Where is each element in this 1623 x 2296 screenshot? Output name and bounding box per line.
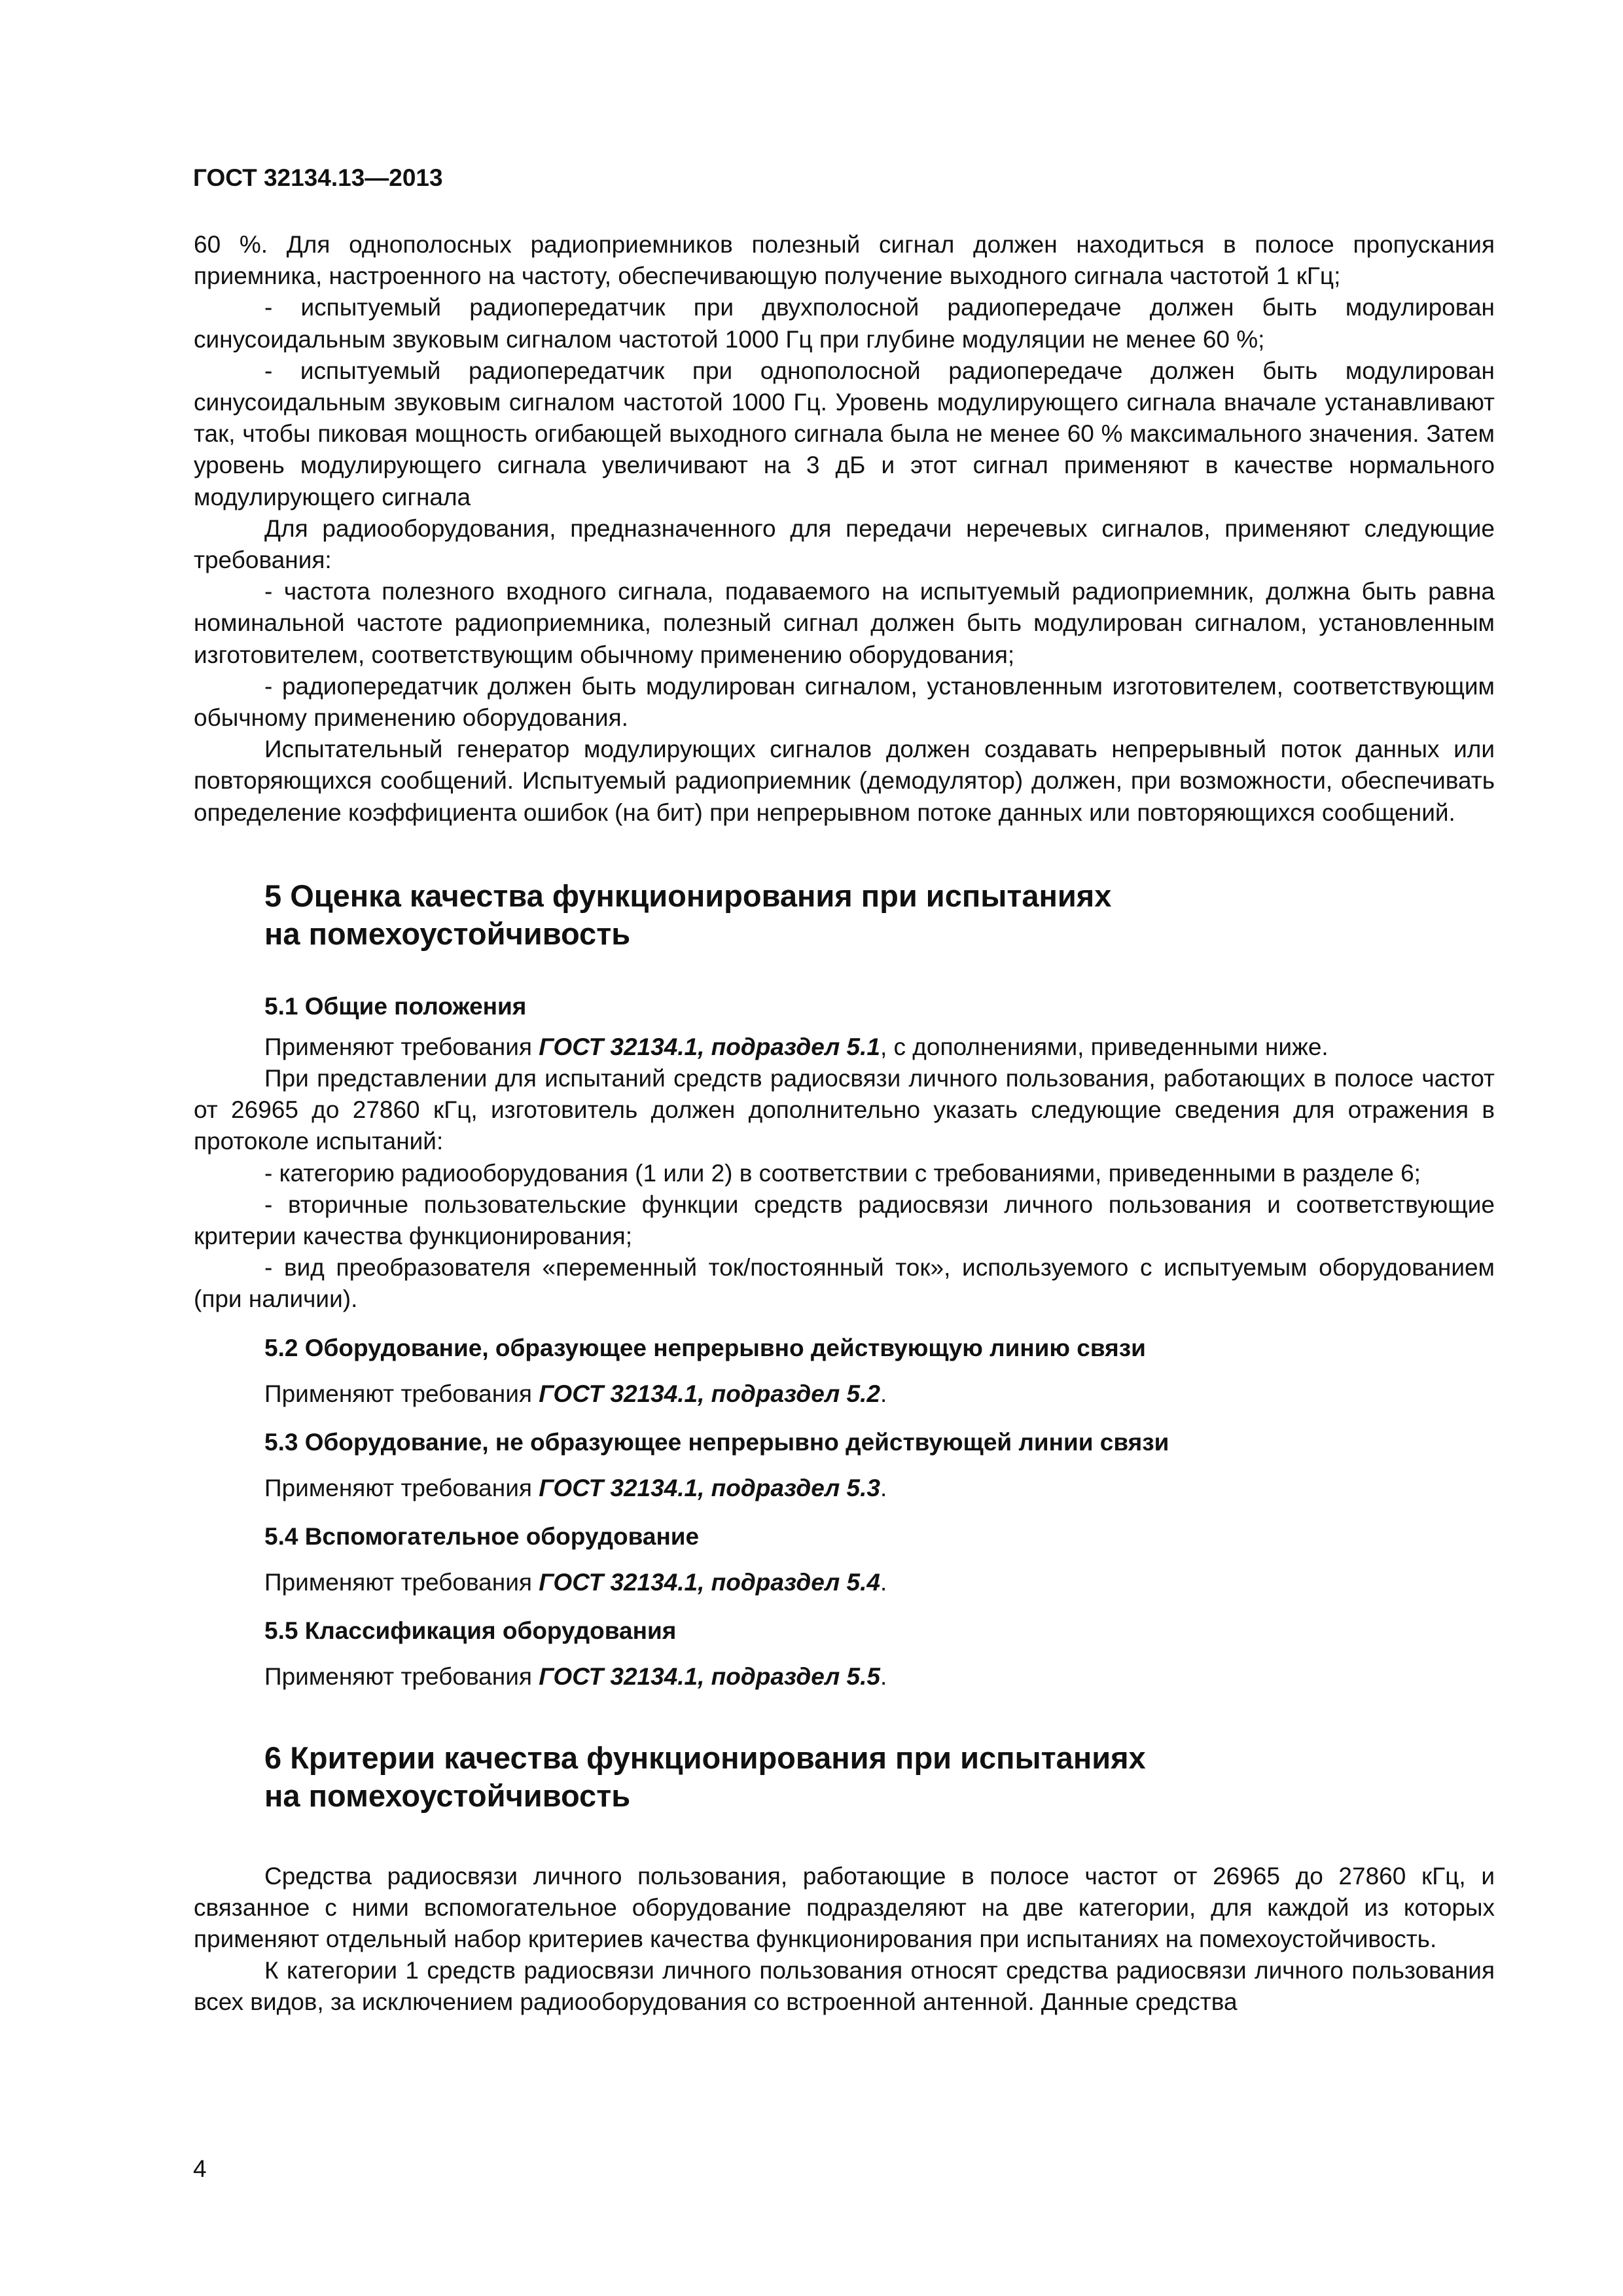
- subsection-5-3-paragraph: Применяют требования ГОСТ 32134.1, подраздел 5.3.: [264, 1474, 887, 1501]
- subsection-5-4-heading: 5.4 Вспомогательное оборудование: [264, 1523, 700, 1551]
- standard-reference: ГОСТ 32134.1, подраздел 5.5: [539, 1663, 880, 1691]
- page-number: 4: [193, 2155, 207, 2182]
- subsection-5-5-paragraph: Применяют требования ГОСТ 32134.1, подраздел 5.5.: [264, 1663, 887, 1691]
- intro-paragraph-7: Испытательный генератор модулирующих сигналов должен создавать непрерывный поток данных или повторяющихся сообщений. Испытуемый радиоприемник (демодулятор) должен, при возможности, обеспечивать определение коэффициента ошибок (на бит) при непрерывном потоке данных или повторяющихся сообщений.: [194, 736, 1495, 826]
- intro-paragraph-5: - частота полезного входного сигнала, подаваемого на испытуемый радиоприемник, должна быть равна номинальной частоте радиоприемника, полезный сигнал должен быть модулирован сигналом, установленным изготовителем, соответствующим обычному применению оборудования;: [194, 578, 1495, 668]
- section-5-heading-line-2: на помехоустойчивость: [264, 916, 631, 951]
- subsection-5-4-paragraph: Применяют требования ГОСТ 32134.1, подраздел 5.4.: [264, 1569, 887, 1596]
- section-6-heading-line-1: 6 Критерии качества функционирования при испытаниях: [264, 1740, 1146, 1775]
- subsection-5-1-paragraph-4: - вторичные пользовательские функции средств радиосвязи личного пользования и соответствующие критерии качества функционирования;: [194, 1191, 1495, 1250]
- subsection-5-1-paragraph-3: - категорию радиооборудования (1 или 2) в соответствии с требованиями, приведенными в разделе 6;: [264, 1159, 1421, 1187]
- standard-reference: ГОСТ 32134.1, подраздел 5.1: [539, 1033, 880, 1060]
- intro-paragraph-4: Для радиооборудования, предназначенного для передачи неречевых сигналов, применяют следующие требования:: [194, 514, 1495, 574]
- subsection-5-1-paragraph-1: Применяют требования ГОСТ 32134.1, подраздел 5.1, с дополнениями, приведенными ниже.: [264, 1033, 1329, 1060]
- section-6-paragraph-2: К категории 1 средств радиосвязи личного пользования относят средства радиосвязи личного пользования всех видов, за исключением радиооборудования со встроенной антенной. Данные средства: [194, 1957, 1495, 2016]
- subsection-5-2-heading: 5.2 Оборудование, образующее непрерывно действующую линию связи: [264, 1334, 1146, 1361]
- standard-reference: ГОСТ 32134.1, подраздел 5.4: [539, 1569, 880, 1596]
- section-5-heading-line-1: 5 Оценка качества функционирования при испытаниях: [264, 878, 1112, 913]
- document-code-header: ГОСТ 32134.13—2013: [193, 164, 443, 191]
- subsection-5-5-heading: 5.5 Классификация оборудования: [264, 1617, 677, 1645]
- subsection-5-3-heading: 5.3 Оборудование, не образующее непрерывно действующей линии связи: [264, 1428, 1169, 1456]
- section-6-heading-line-2: на помехоустойчивость: [264, 1778, 631, 1813]
- section-6-heading: [194, 1739, 1495, 1815]
- section-6-paragraph-1: Средства радиосвязи личного пользования, работающие в полосе частот от 26965 до 27860 кГц, и связанное с ними вспомогательное оборудование подразделяют на две категории, для каждой из которых применяют отдельный набор критериев качества функционирования при испытаниях на помехоустойчивость.: [194, 1862, 1495, 1952]
- standard-reference: ГОСТ 32134.1, подраздел 5.2: [539, 1380, 880, 1407]
- section-5-heading: [194, 877, 1495, 953]
- subsection-5-1-paragraph-5: - вид преобразователя «переменный ток/постоянный ток», используемого с испытуемым оборудованием (при наличии).: [194, 1254, 1495, 1313]
- intro-paragraph-6: - радиопередатчик должен быть модулирован сигналом, установленным изготовителем, соответствующим обычному применению оборудования.: [194, 672, 1495, 732]
- subsection-5-1-heading: 5.1 Общие положения: [264, 992, 527, 1020]
- intro-paragraph-3: - испытуемый радиопередатчик при однополосной радиопередаче должен быть модулирован синусоидальным звуковым сигналом частотой 1000 Гц. Уровень модулирующего сигнала вначале устанавливают так, чтобы пиковая мощность огибающей выходного сигнала была не менее 60 % максимального значения. Затем уровень модулирующего сигнала увеличивают на 3 дБ и этот сигнал применяют в качестве нормального модулирующего сигнала: [194, 357, 1495, 511]
- intro-paragraph-2: - испытуемый радиопередатчик при двухполосной радиопередаче должен быть модулирован синусоидальным звуковым сигналом частотой 1000 Гц при глубине модуляции не менее 60 %;: [194, 294, 1495, 353]
- intro-paragraph-1: 60 %. Для однополосных радиоприемников полезный сигнал должен находиться в полосе пропускания приемника, настроенного на частоту, обеспечивающую получение выходного сигнала частотой 1 кГц;: [194, 231, 1495, 290]
- page-content: [194, 229, 1495, 2018]
- subsection-5-1-paragraph-2: При представлении для испытаний средств радиосвязи личного пользования, работающих в полосе частот от 26965 до 27860 кГц, изготовитель должен дополнительно указать следующие сведения для отражения в протоколе испытаний:: [194, 1065, 1495, 1155]
- subsection-5-2-paragraph: Применяют требования ГОСТ 32134.1, подраздел 5.2.: [264, 1380, 887, 1407]
- standard-reference: ГОСТ 32134.1, подраздел 5.3: [539, 1474, 880, 1501]
